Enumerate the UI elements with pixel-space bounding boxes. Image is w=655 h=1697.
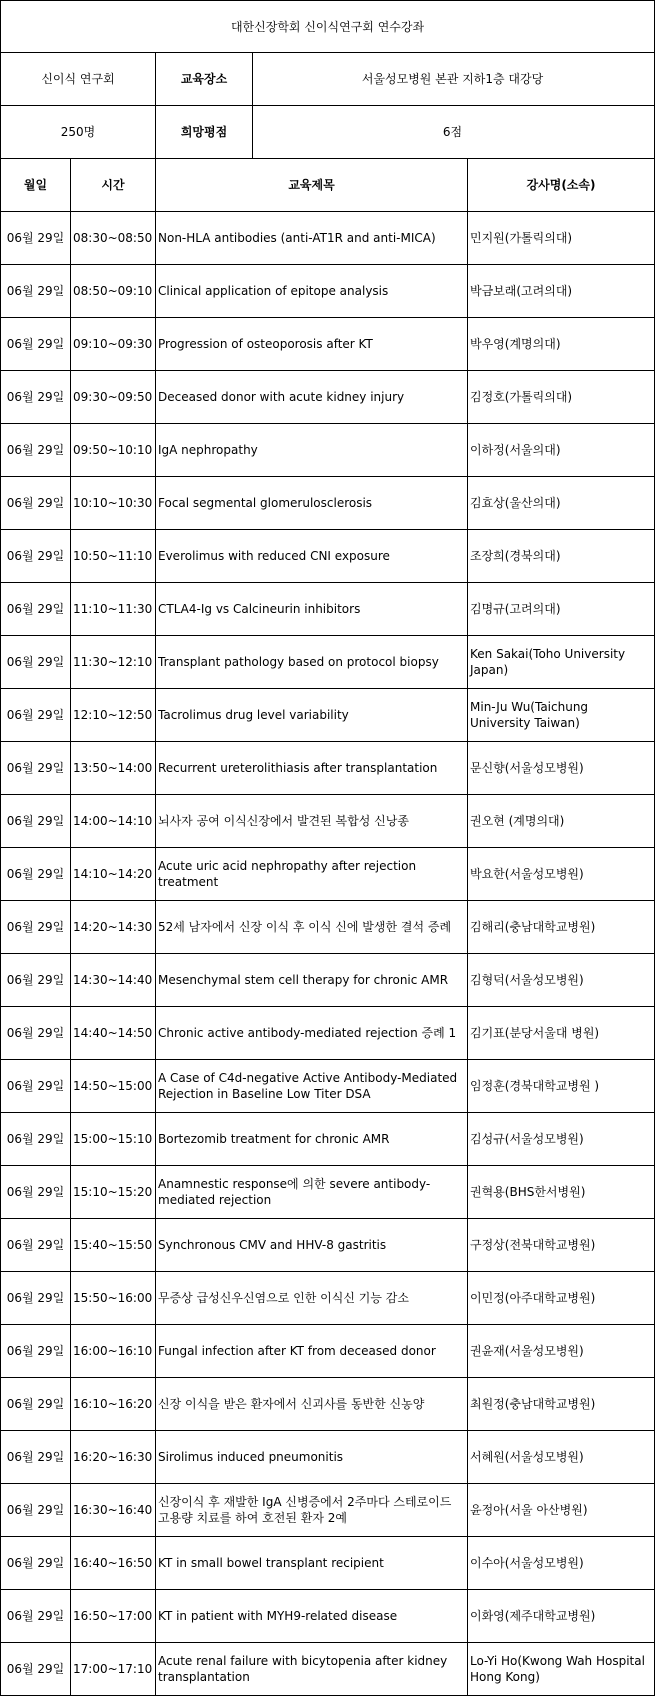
- cell-title: Acute uric acid nephropathy after rejection treatment: [156, 848, 468, 901]
- cell-date: 06월 29일: [1, 1060, 71, 1113]
- cell-title: Acute renal failure with bicytopenia after kidney transplantation: [156, 1643, 468, 1696]
- info-row-venue: [1, 53, 655, 106]
- table-row: [1, 1537, 655, 1590]
- cell-date: 06월 29일: [1, 689, 71, 742]
- table-row: [1, 530, 655, 583]
- table-row: [1, 583, 655, 636]
- course-title: 대한신장학회 신이식연구회 연수강좌: [1, 1, 655, 53]
- header-speaker: 강사명(소속): [468, 159, 655, 212]
- cell-date: 06월 29일: [1, 1325, 71, 1378]
- table-row: [1, 848, 655, 901]
- cell-time: 14:30~14:40: [71, 954, 156, 1007]
- cell-title: CTLA4-Ig vs Calcineurin inhibitors: [156, 583, 468, 636]
- cell-date: 06월 29일: [1, 1484, 71, 1537]
- cell-date: 06월 29일: [1, 1378, 71, 1431]
- cell-date: 06월 29일: [1, 1537, 71, 1590]
- cell-title: Tacrolimus drug level variability: [156, 689, 468, 742]
- cell-time: 15:50~16:00: [71, 1272, 156, 1325]
- cell-title: IgA nephropathy: [156, 424, 468, 477]
- cell-title: 52세 남자에서 신장 이식 후 이식 신에 발생한 결석 증례: [156, 901, 468, 954]
- cell-speaker: 박우영(계명의대): [468, 318, 655, 371]
- cell-time: 14:10~14:20: [71, 848, 156, 901]
- cell-date: 06월 29일: [1, 1007, 71, 1060]
- cell-date: 06월 29일: [1, 265, 71, 318]
- cell-date: 06월 29일: [1, 583, 71, 636]
- cell-date: 06월 29일: [1, 1643, 71, 1696]
- cell-time: 12:10~12:50: [71, 689, 156, 742]
- table-row: [1, 265, 655, 318]
- table-row: [1, 1219, 655, 1272]
- cell-date: 06월 29일: [1, 477, 71, 530]
- cell-time: 16:50~17:00: [71, 1590, 156, 1643]
- title-row: [1, 1, 655, 53]
- cell-date: 06월 29일: [1, 530, 71, 583]
- table-row: [1, 636, 655, 689]
- cell-date: 06월 29일: [1, 795, 71, 848]
- cell-title: 무증상 급성신우신염으로 인한 이식신 기능 감소: [156, 1272, 468, 1325]
- cell-speaker: 최원정(충남대학교병원): [468, 1378, 655, 1431]
- header-date: 월일: [1, 159, 71, 212]
- table-row: [1, 1272, 655, 1325]
- cell-date: 06월 29일: [1, 636, 71, 689]
- capacity: 250명: [1, 106, 156, 159]
- cell-title: Synchronous CMV and HHV-8 gastritis: [156, 1219, 468, 1272]
- cell-title: Chronic active antibody-mediated rejection 증례 1: [156, 1007, 468, 1060]
- cell-time: 15:10~15:20: [71, 1166, 156, 1219]
- cell-time: 16:10~16:20: [71, 1378, 156, 1431]
- cell-speaker: 김형덕(서울성모병원): [468, 954, 655, 1007]
- cell-time: 17:00~17:10: [71, 1643, 156, 1696]
- credit-label-text: 희망평점: [156, 106, 253, 158]
- cell-speaker: 김해리(충남대학교병원): [468, 901, 655, 954]
- cell-time: 15:00~15:10: [71, 1113, 156, 1166]
- cell-time: 14:20~14:30: [71, 901, 156, 954]
- cell-speaker: 권혁용(BHS한서병원): [468, 1166, 655, 1219]
- cell-speaker: 구정상(전북대학교병원): [468, 1219, 655, 1272]
- cell-time: 08:50~09:10: [71, 265, 156, 318]
- table-row: [1, 1060, 655, 1113]
- cell-date: 06월 29일: [1, 901, 71, 954]
- cell-title: Clinical application of epitope analysis: [156, 265, 468, 318]
- organizer: 신이식 연구회: [1, 53, 156, 106]
- info-row-credit: [1, 106, 655, 159]
- cell-time: 15:40~15:50: [71, 1219, 156, 1272]
- cell-time: 10:50~11:10: [71, 530, 156, 583]
- cell-time: 16:20~16:30: [71, 1431, 156, 1484]
- cell-time: 16:30~16:40: [71, 1484, 156, 1537]
- cell-date: 06월 29일: [1, 954, 71, 1007]
- table-row: [1, 1007, 655, 1060]
- cell-speaker: 이화영(제주대학교병원): [468, 1590, 655, 1643]
- cell-title: Deceased donor with acute kidney injury: [156, 371, 468, 424]
- column-header-row: [1, 159, 655, 212]
- cell-title: Anamnestic response에 의한 severe antibody-mediated rejection: [156, 1166, 468, 1219]
- cell-date: 06월 29일: [1, 1431, 71, 1484]
- header-time: 시간: [71, 159, 156, 212]
- cell-speaker: 김기표(분당서울대 병원): [468, 1007, 655, 1060]
- cell-title: Mesenchymal stem cell therapy for chronic AMR: [156, 954, 468, 1007]
- cell-title: A Case of C4d-negative Active Antibody-Mediated Rejection in Baseline Low Titer DSA: [156, 1060, 468, 1113]
- cell-speaker: 윤정아(서울 아산병원): [468, 1484, 655, 1537]
- cell-speaker: 김정호(가톨릭의대): [468, 371, 655, 424]
- cell-time: 14:50~15:00: [71, 1060, 156, 1113]
- cell-time: 11:30~12:10: [71, 636, 156, 689]
- cell-speaker: 이수아(서울성모병원): [468, 1537, 655, 1590]
- cell-time: 08:30~08:50: [71, 212, 156, 265]
- table-row: [1, 424, 655, 477]
- table-row: [1, 1325, 655, 1378]
- table-row: [1, 1166, 655, 1219]
- cell-title: 뇌사자 공여 이식신장에서 발견된 복합성 신낭종: [156, 795, 468, 848]
- cell-speaker: 김명규(고려의대): [468, 583, 655, 636]
- cell-speaker: 서혜원(서울성모병원): [468, 1431, 655, 1484]
- cell-speaker: Min-Ju Wu(Taichung University Taiwan): [468, 689, 655, 742]
- cell-date: 06월 29일: [1, 371, 71, 424]
- venue: 서울성모병원 본관 지하1층 대강당: [361, 72, 544, 86]
- venue-label-text: 교육장소: [156, 53, 253, 105]
- cell-time: 13:50~14:00: [71, 742, 156, 795]
- cell-speaker: 문신향(서울성모병원): [468, 742, 655, 795]
- cell-title: Fungal infection after KT from deceased donor: [156, 1325, 468, 1378]
- cell-title: Non-HLA antibodies (anti-AT1R and anti-MICA): [156, 212, 468, 265]
- cell-date: 06월 29일: [1, 424, 71, 477]
- cell-date: 06월 29일: [1, 848, 71, 901]
- cell-speaker: 이민정(아주대학교병원): [468, 1272, 655, 1325]
- cell-date: 06월 29일: [1, 742, 71, 795]
- cell-time: 09:50~10:10: [71, 424, 156, 477]
- cell-date: 06월 29일: [1, 318, 71, 371]
- cell-date: 06월 29일: [1, 212, 71, 265]
- table-row: [1, 1431, 655, 1484]
- cell-date: 06월 29일: [1, 1113, 71, 1166]
- credit-label: [156, 106, 655, 159]
- cell-speaker: 권윤재(서울성모병원): [468, 1325, 655, 1378]
- cell-speaker: 김성규(서울성모병원): [468, 1113, 655, 1166]
- cell-title: Everolimus with reduced CNI exposure: [156, 530, 468, 583]
- cell-time: 14:40~14:50: [71, 1007, 156, 1060]
- cell-date: 06월 29일: [1, 1166, 71, 1219]
- table-row: [1, 318, 655, 371]
- cell-time: 11:10~11:30: [71, 583, 156, 636]
- cell-speaker: 권오현 (계명의대): [468, 795, 655, 848]
- cell-title: 신장 이식을 받은 환자에서 신괴사를 동반한 신농양: [156, 1378, 468, 1431]
- cell-title: Transplant pathology based on protocol biopsy: [156, 636, 468, 689]
- cell-speaker: 이하정(서울의대): [468, 424, 655, 477]
- table-row: [1, 795, 655, 848]
- table-row: [1, 1590, 655, 1643]
- cell-title: Sirolimus induced pneumonitis: [156, 1431, 468, 1484]
- table-row: [1, 1643, 655, 1696]
- table-row: [1, 954, 655, 1007]
- table-row: [1, 1113, 655, 1166]
- cell-date: 06월 29일: [1, 1590, 71, 1643]
- cell-title: 신장이식 후 재발한 IgA 신병증에서 2주마다 스테로이드 고용량 치료를 하여 호전된 환자 2예: [156, 1484, 468, 1537]
- cell-speaker: 박요한(서울성모병원): [468, 848, 655, 901]
- cell-date: 06월 29일: [1, 1219, 71, 1272]
- cell-time: 10:10~10:30: [71, 477, 156, 530]
- cell-speaker: 임정훈(경북대학교병원 ): [468, 1060, 655, 1113]
- cell-title: Progression of osteoporosis after KT: [156, 318, 468, 371]
- cell-speaker: Lo-Yi Ho(Kwong Wah Hospital Hong Kong): [468, 1643, 655, 1696]
- cell-time: 16:00~16:10: [71, 1325, 156, 1378]
- cell-time: 09:30~09:50: [71, 371, 156, 424]
- cell-speaker: 조장희(경북의대): [468, 530, 655, 583]
- cell-speaker: Ken Sakai(Toho University Japan): [468, 636, 655, 689]
- header-title: 교육제목: [156, 159, 468, 212]
- cell-title: Focal segmental glomerulosclerosis: [156, 477, 468, 530]
- table-row: [1, 371, 655, 424]
- table-row: [1, 689, 655, 742]
- cell-time: 09:10~09:30: [71, 318, 156, 371]
- cell-title: Bortezomib treatment for chronic AMR: [156, 1113, 468, 1166]
- cell-speaker: 박금보래(고려의대): [468, 265, 655, 318]
- table-row: [1, 742, 655, 795]
- cell-title: KT in small bowel transplant recipient: [156, 1537, 468, 1590]
- credit: 6점: [442, 125, 463, 139]
- table-row: [1, 477, 655, 530]
- table-row: [1, 212, 655, 265]
- cell-date: 06월 29일: [1, 1272, 71, 1325]
- cell-title: Recurrent ureterolithiasis after transplantation: [156, 742, 468, 795]
- cell-title: KT in patient with MYH9-related disease: [156, 1590, 468, 1643]
- cell-time: 14:00~14:10: [71, 795, 156, 848]
- venue-label: [156, 53, 655, 106]
- table-row: [1, 1484, 655, 1537]
- table-row: [1, 901, 655, 954]
- table-row: [1, 1378, 655, 1431]
- cell-time: 16:40~16:50: [71, 1537, 156, 1590]
- cell-speaker: 민지원(가톨릭의대): [468, 212, 655, 265]
- cell-speaker: 김효상(울산의대): [468, 477, 655, 530]
